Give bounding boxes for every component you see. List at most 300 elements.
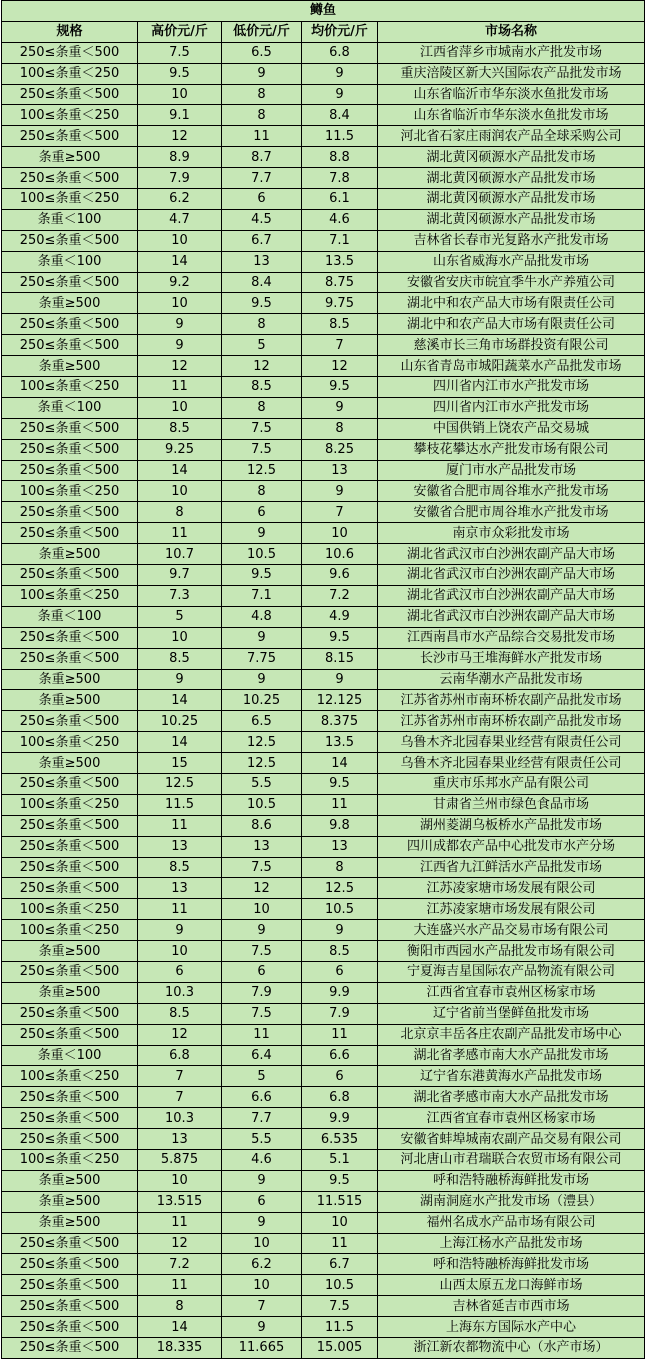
cell-avg-price: 11 bbox=[302, 794, 378, 815]
table-row bbox=[2, 481, 645, 502]
table-row bbox=[2, 669, 645, 690]
cell-market-name: 河北唐山市君瑞联合农贸市场有限公司 bbox=[378, 1149, 645, 1170]
cell-high-price: 9.1 bbox=[138, 105, 222, 126]
table-row bbox=[2, 606, 645, 627]
table-row bbox=[2, 168, 645, 189]
cell-spec: 250≤条重＜500 bbox=[2, 230, 138, 251]
cell-market-name: 湖北中和农产品大市场有限责任公司 bbox=[378, 293, 645, 314]
cell-low-price: 10 bbox=[222, 1233, 302, 1254]
cell-high-price: 10.7 bbox=[138, 544, 222, 565]
cell-market-name: 安徽省合肥市周谷堆水产批发市场 bbox=[378, 481, 645, 502]
table-row bbox=[2, 1024, 645, 1045]
cell-spec: 250≤条重＜500 bbox=[2, 1338, 138, 1359]
cell-spec: 条重≥500 bbox=[2, 941, 138, 962]
cell-spec: 100≤条重＜250 bbox=[2, 189, 138, 210]
cell-low-price: 9.5 bbox=[222, 293, 302, 314]
table-row bbox=[2, 565, 645, 586]
table-row bbox=[2, 1233, 645, 1254]
cell-market-name: 厦门市水产品批发市场 bbox=[378, 460, 645, 481]
cell-market-name: 安徽省安庆市皖宜季牛水产养殖公司 bbox=[378, 272, 645, 293]
cell-market-name: 湖北省孝感市南大水产品批发市场 bbox=[378, 1087, 645, 1108]
table-row bbox=[2, 439, 645, 460]
table-row bbox=[2, 1275, 645, 1296]
table-title-row bbox=[2, 1, 645, 22]
cell-low-price: 4.6 bbox=[222, 1149, 302, 1170]
cell-low-price: 7.1 bbox=[222, 585, 302, 606]
table-row bbox=[2, 147, 645, 168]
table-row bbox=[2, 460, 645, 481]
cell-avg-price: 5.1 bbox=[302, 1149, 378, 1170]
cell-avg-price: 9 bbox=[302, 63, 378, 84]
cell-market-name: 浙江新农都物流中心（水产市场） bbox=[378, 1338, 645, 1359]
cell-low-price: 12.5 bbox=[222, 460, 302, 481]
cell-avg-price: 12 bbox=[302, 356, 378, 377]
cell-low-price: 5 bbox=[222, 1066, 302, 1087]
cell-market-name: 江苏凌家塘市场发展有限公司 bbox=[378, 899, 645, 920]
cell-high-price: 7.3 bbox=[138, 585, 222, 606]
cell-market-name: 湖北中和农产品大市场有限责任公司 bbox=[378, 314, 645, 335]
cell-avg-price: 8.5 bbox=[302, 314, 378, 335]
header-high-price: 高价元/斤 bbox=[138, 21, 222, 42]
cell-market-name: 湖北省武汉市白沙洲农副产品大市场 bbox=[378, 544, 645, 565]
cell-high-price: 12 bbox=[138, 1233, 222, 1254]
cell-market-name: 呼和浩特融桥海鲜批发市场 bbox=[378, 1254, 645, 1275]
cell-spec: 100≤条重＜250 bbox=[2, 920, 138, 941]
table-row bbox=[2, 1003, 645, 1024]
cell-avg-price: 9 bbox=[302, 669, 378, 690]
cell-low-price: 8 bbox=[222, 397, 302, 418]
cell-spec: 条重≥500 bbox=[2, 690, 138, 711]
cell-low-price: 6 bbox=[222, 502, 302, 523]
cell-spec: 250≤条重＜500 bbox=[2, 878, 138, 899]
cell-spec: 条重＜100 bbox=[2, 251, 138, 272]
cell-high-price: 10 bbox=[138, 1170, 222, 1191]
cell-avg-price: 4.6 bbox=[302, 209, 378, 230]
cell-low-price: 10 bbox=[222, 1275, 302, 1296]
cell-avg-price: 11.5 bbox=[302, 1317, 378, 1338]
cell-high-price: 14 bbox=[138, 732, 222, 753]
cell-avg-price: 7.5 bbox=[302, 1296, 378, 1317]
cell-avg-price: 11.515 bbox=[302, 1191, 378, 1212]
cell-market-name: 大连盛兴水产品交易市场有限公司 bbox=[378, 920, 645, 941]
cell-low-price: 13 bbox=[222, 251, 302, 272]
cell-market-name: 江西省宜春市袁州区杨家市场 bbox=[378, 982, 645, 1003]
cell-avg-price: 7 bbox=[302, 502, 378, 523]
cell-avg-price: 13 bbox=[302, 836, 378, 857]
table-row bbox=[2, 230, 645, 251]
price-table bbox=[1, 0, 645, 1359]
cell-market-name: 慈溪市长三角市场群投资有限公司 bbox=[378, 335, 645, 356]
cell-high-price: 6 bbox=[138, 961, 222, 982]
cell-high-price: 8 bbox=[138, 1296, 222, 1317]
cell-spec: 250≤条重＜500 bbox=[2, 502, 138, 523]
cell-spec: 250≤条重＜500 bbox=[2, 1296, 138, 1317]
cell-avg-price: 12.125 bbox=[302, 690, 378, 711]
cell-market-name: 江苏省苏州市南环桥农副产品批发市场 bbox=[378, 711, 645, 732]
cell-high-price: 5 bbox=[138, 606, 222, 627]
cell-avg-price: 6.1 bbox=[302, 189, 378, 210]
cell-avg-price: 9 bbox=[302, 84, 378, 105]
cell-market-name: 吉林省长春市光复路水产批发市场 bbox=[378, 230, 645, 251]
cell-market-name: 湖北省武汉市白沙洲农副产品大市场 bbox=[378, 585, 645, 606]
cell-avg-price: 7.2 bbox=[302, 585, 378, 606]
table-title: 鳟鱼 bbox=[2, 1, 645, 22]
cell-low-price: 12.5 bbox=[222, 753, 302, 774]
cell-avg-price: 8.375 bbox=[302, 711, 378, 732]
cell-low-price: 7 bbox=[222, 1296, 302, 1317]
cell-avg-price: 10.5 bbox=[302, 1275, 378, 1296]
table-row bbox=[2, 272, 645, 293]
table-row bbox=[2, 690, 645, 711]
cell-low-price: 6 bbox=[222, 189, 302, 210]
table-row bbox=[2, 1212, 645, 1233]
cell-market-name: 北京京丰岳各庄农副产品批发市场中心 bbox=[378, 1024, 645, 1045]
cell-avg-price: 9 bbox=[302, 920, 378, 941]
cell-market-name: 山东省临沂市华东淡水鱼批发市场 bbox=[378, 84, 645, 105]
cell-high-price: 8.9 bbox=[138, 147, 222, 168]
header-market-name: 市场名称 bbox=[378, 21, 645, 42]
cell-low-price: 6 bbox=[222, 1191, 302, 1212]
cell-high-price: 9.5 bbox=[138, 63, 222, 84]
cell-spec: 250≤条重＜500 bbox=[2, 1254, 138, 1275]
table-row bbox=[2, 920, 645, 941]
cell-low-price: 7.7 bbox=[222, 1108, 302, 1129]
cell-spec: 250≤条重＜500 bbox=[2, 857, 138, 878]
cell-low-price: 7.5 bbox=[222, 418, 302, 439]
cell-market-name: 江西省宜春市袁州区杨家市场 bbox=[378, 1108, 645, 1129]
table-row bbox=[2, 1066, 645, 1087]
cell-low-price: 7.7 bbox=[222, 168, 302, 189]
cell-spec: 250≤条重＜500 bbox=[2, 1275, 138, 1296]
cell-high-price: 8.5 bbox=[138, 648, 222, 669]
cell-spec: 250≤条重＜500 bbox=[2, 1024, 138, 1045]
table-row bbox=[2, 585, 645, 606]
table-row bbox=[2, 648, 645, 669]
cell-high-price: 9 bbox=[138, 314, 222, 335]
table-row bbox=[2, 126, 645, 147]
cell-spec: 250≤条重＜500 bbox=[2, 1003, 138, 1024]
table-row bbox=[2, 502, 645, 523]
cell-market-name: 上海江杨水产品批发市场 bbox=[378, 1233, 645, 1254]
cell-market-name: 山西太原五龙口海鲜市场 bbox=[378, 1275, 645, 1296]
cell-high-price: 11 bbox=[138, 815, 222, 836]
cell-high-price: 18.335 bbox=[138, 1338, 222, 1359]
cell-market-name: 乌鲁木齐北园春果业经营有限责任公司 bbox=[378, 753, 645, 774]
cell-avg-price: 9.5 bbox=[302, 377, 378, 398]
cell-spec: 250≤条重＜500 bbox=[2, 773, 138, 794]
table-row bbox=[2, 356, 645, 377]
cell-market-name: 湖北省孝感市南大水产品批发市场 bbox=[378, 1045, 645, 1066]
table-row bbox=[2, 209, 645, 230]
cell-high-price: 9.2 bbox=[138, 272, 222, 293]
cell-low-price: 10.5 bbox=[222, 544, 302, 565]
cell-avg-price: 9.8 bbox=[302, 815, 378, 836]
cell-high-price: 13 bbox=[138, 878, 222, 899]
cell-low-price: 8 bbox=[222, 481, 302, 502]
cell-market-name: 重庆涪陵区新大兴国际农产品批发市场 bbox=[378, 63, 645, 84]
cell-market-name: 上海东方国际水产中心 bbox=[378, 1317, 645, 1338]
table-row bbox=[2, 1170, 645, 1191]
table-row bbox=[2, 1338, 645, 1359]
cell-high-price: 7 bbox=[138, 1066, 222, 1087]
cell-market-name: 湖北省武汉市白沙洲农副产品大市场 bbox=[378, 606, 645, 627]
cell-low-price: 10.25 bbox=[222, 690, 302, 711]
cell-market-name: 湖北黄冈硕源水产品批发市场 bbox=[378, 168, 645, 189]
cell-avg-price: 10.5 bbox=[302, 899, 378, 920]
cell-spec: 条重≥500 bbox=[2, 982, 138, 1003]
cell-avg-price: 9 bbox=[302, 397, 378, 418]
cell-high-price: 10.3 bbox=[138, 982, 222, 1003]
cell-spec: 条重＜100 bbox=[2, 606, 138, 627]
cell-avg-price: 7.8 bbox=[302, 168, 378, 189]
header-low-price: 低价元/斤 bbox=[222, 21, 302, 42]
cell-low-price: 7.5 bbox=[222, 941, 302, 962]
cell-low-price: 4.5 bbox=[222, 209, 302, 230]
cell-avg-price: 6.8 bbox=[302, 1087, 378, 1108]
table-row bbox=[2, 1108, 645, 1129]
cell-high-price: 10 bbox=[138, 627, 222, 648]
cell-low-price: 8 bbox=[222, 105, 302, 126]
cell-avg-price: 8 bbox=[302, 418, 378, 439]
table-row bbox=[2, 627, 645, 648]
cell-high-price: 10 bbox=[138, 293, 222, 314]
cell-avg-price: 8.15 bbox=[302, 648, 378, 669]
cell-high-price: 10 bbox=[138, 397, 222, 418]
cell-spec: 250≤条重＜500 bbox=[2, 418, 138, 439]
cell-high-price: 10 bbox=[138, 941, 222, 962]
cell-spec: 100≤条重＜250 bbox=[2, 63, 138, 84]
cell-spec: 250≤条重＜500 bbox=[2, 460, 138, 481]
cell-avg-price: 9.75 bbox=[302, 293, 378, 314]
cell-market-name: 宁夏海吉星国际农产品物流有限公司 bbox=[378, 961, 645, 982]
cell-spec: 条重≥500 bbox=[2, 544, 138, 565]
cell-market-name: 辽宁省东港黄海水产品批发市场 bbox=[378, 1066, 645, 1087]
table-row bbox=[2, 836, 645, 857]
cell-high-price: 14 bbox=[138, 690, 222, 711]
cell-market-name: 江西南昌市水产品综合交易批发市场 bbox=[378, 627, 645, 648]
cell-high-price: 7.2 bbox=[138, 1254, 222, 1275]
cell-market-name: 湖南洞庭水产批发市场（澧县） bbox=[378, 1191, 645, 1212]
cell-low-price: 7.5 bbox=[222, 439, 302, 460]
cell-market-name: 攀枝花攀达水产批发市场有限公司 bbox=[378, 439, 645, 460]
cell-low-price: 9 bbox=[222, 627, 302, 648]
cell-avg-price: 7.9 bbox=[302, 1003, 378, 1024]
cell-spec: 250≤条重＜500 bbox=[2, 961, 138, 982]
cell-market-name: 江西省萍乡市城南水产批发市场 bbox=[378, 42, 645, 63]
cell-market-name: 甘肃省兰州市绿色食品市场 bbox=[378, 794, 645, 815]
cell-avg-price: 8.25 bbox=[302, 439, 378, 460]
cell-spec: 100≤条重＜250 bbox=[2, 1149, 138, 1170]
cell-spec: 条重＜100 bbox=[2, 1045, 138, 1066]
cell-high-price: 15 bbox=[138, 753, 222, 774]
header-spec: 规格 bbox=[2, 21, 138, 42]
cell-low-price: 9 bbox=[222, 523, 302, 544]
cell-avg-price: 13.5 bbox=[302, 732, 378, 753]
cell-low-price: 9 bbox=[222, 1170, 302, 1191]
table-row bbox=[2, 941, 645, 962]
cell-low-price: 4.8 bbox=[222, 606, 302, 627]
cell-avg-price: 6 bbox=[302, 1066, 378, 1087]
cell-market-name: 湖北黄冈硕源水产品批发市场 bbox=[378, 189, 645, 210]
cell-market-name: 山东省威海水产品批发市场 bbox=[378, 251, 645, 272]
cell-spec: 250≤条重＜500 bbox=[2, 126, 138, 147]
cell-low-price: 5 bbox=[222, 335, 302, 356]
cell-low-price: 12 bbox=[222, 356, 302, 377]
cell-market-name: 乌鲁木齐北园春果业经营有限责任公司 bbox=[378, 732, 645, 753]
cell-high-price: 10 bbox=[138, 84, 222, 105]
cell-high-price: 8.5 bbox=[138, 1003, 222, 1024]
cell-high-price: 11 bbox=[138, 1275, 222, 1296]
table-row bbox=[2, 523, 645, 544]
cell-market-name: 重庆市乐邦水产品有限公司 bbox=[378, 773, 645, 794]
cell-spec: 250≤条重＜500 bbox=[2, 648, 138, 669]
cell-spec: 条重≥500 bbox=[2, 293, 138, 314]
table-row bbox=[2, 961, 645, 982]
cell-market-name: 江苏省苏州市南环桥农副产品批发市场 bbox=[378, 690, 645, 711]
cell-high-price: 14 bbox=[138, 460, 222, 481]
cell-high-price: 6.8 bbox=[138, 1045, 222, 1066]
cell-avg-price: 13 bbox=[302, 460, 378, 481]
cell-high-price: 6.2 bbox=[138, 189, 222, 210]
table-row bbox=[2, 1045, 645, 1066]
cell-low-price: 7.5 bbox=[222, 857, 302, 878]
cell-spec: 条重≥500 bbox=[2, 1170, 138, 1191]
cell-market-name: 吉林省延吉市西市场 bbox=[378, 1296, 645, 1317]
cell-high-price: 7.9 bbox=[138, 168, 222, 189]
cell-spec: 100≤条重＜250 bbox=[2, 732, 138, 753]
table-row bbox=[2, 899, 645, 920]
cell-spec: 250≤条重＜500 bbox=[2, 272, 138, 293]
cell-market-name: 四川省内江市水产批发市场 bbox=[378, 377, 645, 398]
table-row bbox=[2, 1191, 645, 1212]
cell-high-price: 10 bbox=[138, 481, 222, 502]
cell-market-name: 河北省石家庄雨润农产品全球采购公司 bbox=[378, 126, 645, 147]
table-row bbox=[2, 753, 645, 774]
table-header-row bbox=[2, 21, 645, 42]
cell-low-price: 10 bbox=[222, 899, 302, 920]
cell-spec: 条重≥500 bbox=[2, 1191, 138, 1212]
cell-low-price: 6 bbox=[222, 961, 302, 982]
cell-market-name: 江西省九江鲜活水产品批发市场 bbox=[378, 857, 645, 878]
table-body bbox=[2, 42, 645, 1358]
cell-avg-price: 9.6 bbox=[302, 565, 378, 586]
cell-low-price: 6.2 bbox=[222, 1254, 302, 1275]
cell-market-name: 山东省青岛市城阳蔬菜水产品批发市场 bbox=[378, 356, 645, 377]
cell-high-price: 9.25 bbox=[138, 439, 222, 460]
cell-low-price: 9 bbox=[222, 1317, 302, 1338]
cell-avg-price: 11.5 bbox=[302, 126, 378, 147]
table-row bbox=[2, 1317, 645, 1338]
cell-avg-price: 8.75 bbox=[302, 272, 378, 293]
table-row bbox=[2, 418, 645, 439]
cell-high-price: 9.7 bbox=[138, 565, 222, 586]
cell-low-price: 9 bbox=[222, 1212, 302, 1233]
table-row bbox=[2, 397, 645, 418]
cell-high-price: 14 bbox=[138, 1317, 222, 1338]
cell-avg-price: 6 bbox=[302, 961, 378, 982]
table-row bbox=[2, 794, 645, 815]
cell-avg-price: 10 bbox=[302, 523, 378, 544]
cell-avg-price: 9.9 bbox=[302, 982, 378, 1003]
cell-high-price: 11 bbox=[138, 899, 222, 920]
cell-low-price: 11 bbox=[222, 1024, 302, 1045]
cell-low-price: 9 bbox=[222, 669, 302, 690]
cell-avg-price: 8 bbox=[302, 857, 378, 878]
cell-spec: 250≤条重＜500 bbox=[2, 1317, 138, 1338]
cell-high-price: 9 bbox=[138, 669, 222, 690]
cell-spec: 250≤条重＜500 bbox=[2, 84, 138, 105]
cell-spec: 250≤条重＜500 bbox=[2, 565, 138, 586]
cell-spec: 250≤条重＜500 bbox=[2, 439, 138, 460]
cell-high-price: 13 bbox=[138, 1129, 222, 1150]
cell-market-name: 江苏凌家塘市场发展有限公司 bbox=[378, 878, 645, 899]
cell-avg-price: 11 bbox=[302, 1233, 378, 1254]
table-row bbox=[2, 314, 645, 335]
table-row bbox=[2, 1087, 645, 1108]
cell-avg-price: 12.5 bbox=[302, 878, 378, 899]
cell-avg-price: 10.6 bbox=[302, 544, 378, 565]
cell-low-price: 9 bbox=[222, 920, 302, 941]
cell-avg-price: 13.5 bbox=[302, 251, 378, 272]
table-row bbox=[2, 293, 645, 314]
table-row bbox=[2, 377, 645, 398]
cell-low-price: 7.5 bbox=[222, 1003, 302, 1024]
table-row bbox=[2, 544, 645, 565]
table-row bbox=[2, 63, 645, 84]
cell-avg-price: 9.9 bbox=[302, 1108, 378, 1129]
cell-market-name: 福州名成水产品市场有限公司 bbox=[378, 1212, 645, 1233]
cell-market-name: 中国供销上饶农产品交易城 bbox=[378, 418, 645, 439]
cell-low-price: 8.4 bbox=[222, 272, 302, 293]
cell-avg-price: 6.6 bbox=[302, 1045, 378, 1066]
cell-spec: 100≤条重＜250 bbox=[2, 585, 138, 606]
cell-low-price: 8 bbox=[222, 314, 302, 335]
cell-spec: 100≤条重＜250 bbox=[2, 794, 138, 815]
cell-avg-price: 9.5 bbox=[302, 627, 378, 648]
table-row bbox=[2, 105, 645, 126]
cell-high-price: 10.3 bbox=[138, 1108, 222, 1129]
cell-spec: 条重≥500 bbox=[2, 753, 138, 774]
cell-avg-price: 9.5 bbox=[302, 1170, 378, 1191]
cell-market-name: 安徽省蚌埠城南农副产品交易有限公司 bbox=[378, 1129, 645, 1150]
cell-market-name: 湖州菱湖乌板桥水产品批发市场 bbox=[378, 815, 645, 836]
cell-avg-price: 6.7 bbox=[302, 1254, 378, 1275]
cell-low-price: 5.5 bbox=[222, 1129, 302, 1150]
cell-avg-price: 8.8 bbox=[302, 147, 378, 168]
cell-avg-price: 7 bbox=[302, 335, 378, 356]
table-row bbox=[2, 711, 645, 732]
cell-high-price: 11.5 bbox=[138, 794, 222, 815]
cell-market-name: 长沙市马王堆海鲜水产批发市场 bbox=[378, 648, 645, 669]
cell-low-price: 10.5 bbox=[222, 794, 302, 815]
cell-high-price: 7 bbox=[138, 1087, 222, 1108]
cell-high-price: 7.5 bbox=[138, 42, 222, 63]
cell-low-price: 9.5 bbox=[222, 565, 302, 586]
table-row bbox=[2, 857, 645, 878]
table-row bbox=[2, 732, 645, 753]
cell-low-price: 6.4 bbox=[222, 1045, 302, 1066]
cell-avg-price: 6.8 bbox=[302, 42, 378, 63]
cell-high-price: 4.7 bbox=[138, 209, 222, 230]
cell-spec: 250≤条重＜500 bbox=[2, 815, 138, 836]
cell-low-price: 6.6 bbox=[222, 1087, 302, 1108]
cell-low-price: 11.665 bbox=[222, 1338, 302, 1359]
table-row bbox=[2, 1296, 645, 1317]
cell-high-price: 13.515 bbox=[138, 1191, 222, 1212]
table-row bbox=[2, 1254, 645, 1275]
cell-low-price: 6.5 bbox=[222, 42, 302, 63]
cell-low-price: 5.5 bbox=[222, 773, 302, 794]
